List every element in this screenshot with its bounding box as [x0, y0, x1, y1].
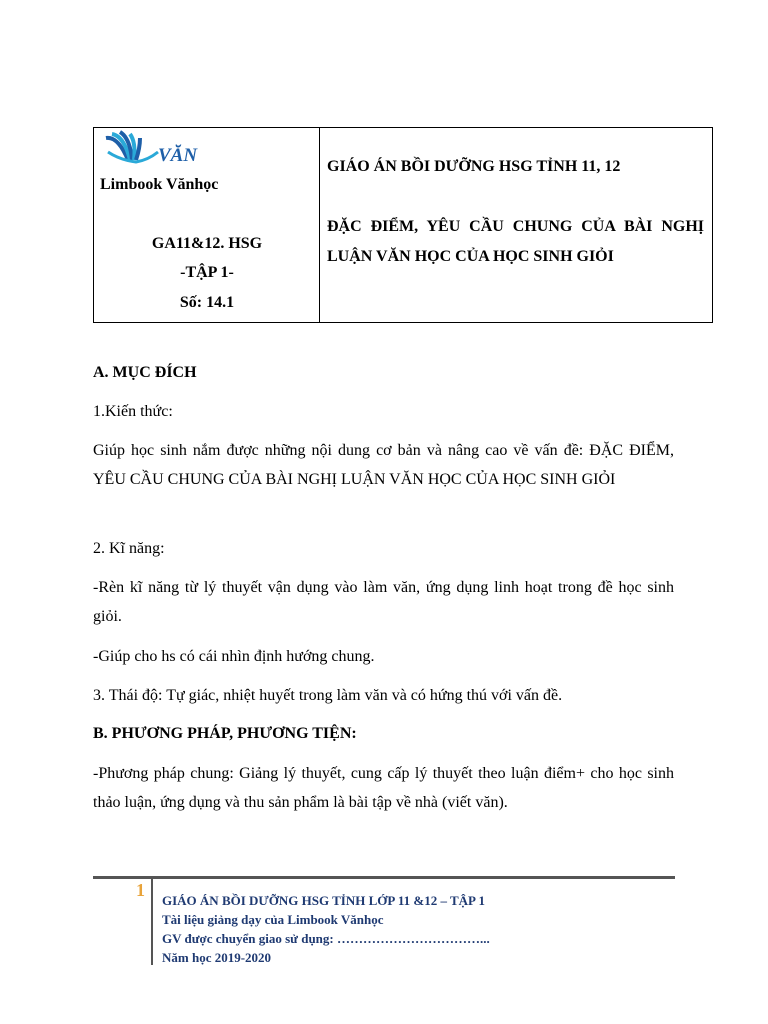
header-left-cell: [94, 128, 320, 322]
lesson-volume: -TẬP 1-: [180, 264, 234, 281]
doc-subtitle: ĐẶC ĐIỂM, YÊU CẦU CHUNG CỦA BÀI NGHỊ LUẬN VĂN HỌC CỦA HỌC SINH GIỎI: [327, 218, 704, 265]
attitude-paragraph: 3. Thái độ: Tự giác, nhiệt huyết trong làm văn và có hứng thú với vấn đề.: [93, 687, 563, 704]
header-table: [93, 127, 713, 323]
skills-paragraph-1: -Rèn kĩ năng từ lý thuyết vận dụng vào làm văn, ứng dụng linh hoạt trong đề học sinh giỏi.: [93, 579, 674, 625]
footer-line-4: Năm học 2019-2020: [162, 950, 272, 965]
logo-text: VĂN: [158, 145, 198, 166]
section-a-heading: A. MỤC ĐÍCH: [93, 364, 197, 381]
footer-line-1: GIÁO ÁN BỒI DƯỠNG HSG TỈNH LỚP 11 &12 – TẬP 1: [162, 893, 486, 908]
knowledge-heading: 1.Kiến thức:: [93, 403, 173, 420]
lesson-code: GA11&12. HSG: [151, 235, 263, 252]
knowledge-paragraph: Giúp học sinh nắm được những nội dung cơ bản và nâng cao về vấn đề: ĐẶC ĐIỂM, YÊU CẦU CHUNG CỦA BÀI NGHỊ LUẬN VĂN HỌC CỦA HỌC SINH GIỎI: [93, 442, 674, 488]
skills-heading: 2. Kĩ năng:: [93, 540, 165, 557]
footer-divider: [151, 879, 153, 965]
skills-paragraph-2: -Giúp cho hs có cái nhìn định hướng chung.: [93, 648, 375, 665]
page-number: 1: [136, 880, 145, 900]
footer-text: [162, 891, 490, 967]
footer-rule: [93, 876, 675, 879]
section-b-heading: B. PHƯƠNG PHÁP, PHƯƠNG TIỆN:: [93, 725, 357, 742]
van-logo: [102, 130, 212, 170]
header-right-cell: [320, 128, 712, 322]
lesson-number: Số: 14.1: [179, 294, 235, 311]
doc-title: GIÁO ÁN BỒI DƯỠNG HSG TỈNH 11, 12: [327, 158, 621, 175]
footer-line-2: Tài liệu giảng dạy của Limbook Vănhọc: [162, 912, 384, 927]
method-paragraph: -Phương pháp chung: Giảng lý thuyết, cung cấp lý thuyết theo luận điểm+ cho học sinh thảo luận, ứng dụng và thu sản phẩm là bài tập về nhà (viết văn).: [93, 765, 674, 811]
org-name: Limbook Vănhọc: [100, 176, 219, 193]
footer-line-3: GV được chuyển giao sử dụng: ……………………………...: [162, 931, 490, 946]
van-logo-icon: [102, 130, 212, 170]
